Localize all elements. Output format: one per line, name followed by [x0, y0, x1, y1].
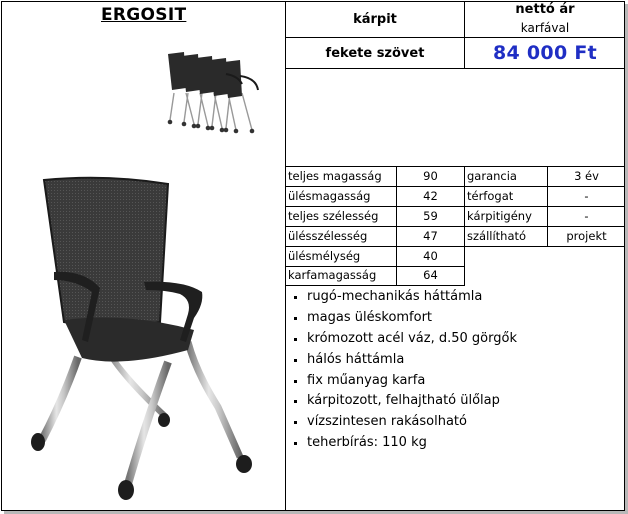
feature-item: fix műanyag karfa	[290, 371, 517, 392]
spec-value: 47	[423, 229, 438, 243]
spec-label: karfamagasság	[288, 268, 377, 282]
spec-label: teljes magasság	[288, 169, 382, 183]
feature-item: rugó-mechanikás háttámla	[290, 287, 517, 308]
spec-label: ülésmélység	[288, 249, 361, 263]
spec-label: ülésmagasság	[288, 189, 371, 203]
extra-spec-value: projekt	[566, 229, 607, 243]
stacked-chairs-photo	[160, 48, 264, 134]
spec-label: ülésszélesség	[288, 229, 368, 243]
spec-value: 64	[423, 268, 438, 282]
extra-spec-value: -	[584, 189, 589, 203]
spec-value: 90	[423, 169, 438, 183]
extra-spec-label: garancia	[467, 169, 517, 183]
spec-value: 42	[423, 189, 438, 203]
feature-item: hálós háttámla	[290, 350, 517, 371]
extra-spec-label: térfogat	[467, 189, 514, 203]
extra-spec-value: -	[584, 209, 589, 223]
extra-spec-label: kárpitigény	[467, 209, 532, 223]
chair-photo	[18, 172, 280, 504]
feature-item: magas üléskomfort	[290, 308, 517, 329]
upholstery-label: kárpit	[353, 12, 397, 27]
spec-value: 40	[423, 249, 438, 263]
feature-item: vízszintesen rakásolható	[290, 412, 517, 433]
feature-item: kárpitozott, felhajtható ülőlap	[290, 391, 517, 412]
feature-item: teherbírás: 110 kg	[290, 433, 517, 454]
price-sub-label: karfával	[520, 21, 570, 35]
product-title: ERGOSIT	[101, 5, 187, 25]
extra-spec-label: szállítható	[467, 229, 527, 243]
feature-list	[290, 287, 517, 454]
upholstery-value: fekete szövet	[325, 46, 425, 61]
extra-spec-value: 3 év	[574, 169, 599, 183]
spec-value: 59	[423, 209, 438, 223]
price-label: nettó ár	[515, 2, 575, 17]
spec-label: teljes szélesség	[288, 209, 379, 223]
feature-item: krómozott acél váz, d.50 görgők	[290, 329, 517, 350]
price-value: 84 000 Ft	[492, 42, 598, 64]
